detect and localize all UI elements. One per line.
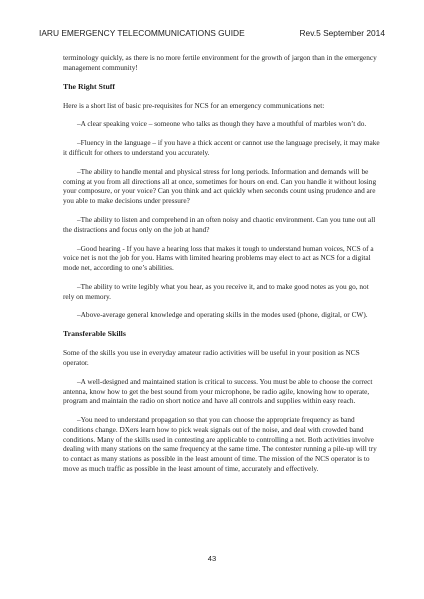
list-item: –The ability to handle mental and physical stress for long periods. Information and demands will be coming at you from all directions all at once, sometimes for hours on end. Can you handle it without losing your composure, or your voice? Can you think and act quickly when seconds count using prudence and are you able to make decisions under pressure? <box>63 166 377 206</box>
page-footer <box>0 554 424 563</box>
list-item: –Good hearing - If you have a hearing loss that makes it tough to understand human voices, NCS of a voice net is not the job for you. Hams with limited hearing problems may elect to act as NCS for a digital mode net, according to one’s abilities. <box>63 243 374 272</box>
list-item: –A clear speaking voice – someone who talks as though they have a mouthful of marbles won’t do. <box>77 119 367 129</box>
list-item: –Fluency in the language – if you have a thick accent or cannot use the language precisely, it may make it difficult for others to understand you accurately. <box>63 138 380 158</box>
header-title: IARU EMERGENCY TELECOMMUNICATIONS GUIDE <box>39 28 245 38</box>
page-header <box>39 28 385 38</box>
page-number: 43 <box>207 554 217 563</box>
section-lead: Here is a short list of basic pre-requisites for NCS for an emergency communications net: <box>63 100 325 110</box>
section-heading-right-stuff: The Right Stuff <box>63 81 115 91</box>
section-heading-transferable-skills: Transferable Skills <box>63 329 126 339</box>
list-item: –Above-average general knowledge and operating skills in the modes used (phone, digital, or CW). <box>77 310 368 320</box>
intro-paragraph: terminology quickly, as there is no more fertile environment for the growth of jargon than in the emergency management community! <box>63 53 377 72</box>
page-body <box>63 53 380 483</box>
header-revision: Rev.5 September 2014 <box>299 28 385 38</box>
section-lead: Some of the skills you use in everyday amateur radio activities will be useful in your position as NCS operator. <box>63 348 360 368</box>
list-item: –You need to understand propagation so that you can choose the appropriate frequency as band conditions change. DXers learn how to pick weak signals out of the noise, and deal with crowded band conditions. Many of the skills used in contesting are applicable to controlling a net. Both activities involve dealing with many stations on the same frequency at the same time. The contester running a pile-up will try to contact as many stations as possible in the least amount of time. The mission of the NCS operator is to move as much traffic as possible in the least amount of time, accurately and effectively. <box>63 415 377 473</box>
list-item: –The ability to listen and comprehend in an often noisy and chaotic environment. Can you tune out all the distractions and focus only on the job at hand? <box>63 214 376 234</box>
list-item: –The ability to write legibly what you hear, as you receive it, and to make good notes as you go, not rely on memory. <box>63 281 369 301</box>
list-item: –A well-designed and maintained station is critical to success. You must be able to choose the correct antenna, know how to get the best sound from your microphone, be radio agile, knowing how to operate, program and maintain the radio on short notice and have all controls and supplies within easy reach. <box>63 376 373 406</box>
